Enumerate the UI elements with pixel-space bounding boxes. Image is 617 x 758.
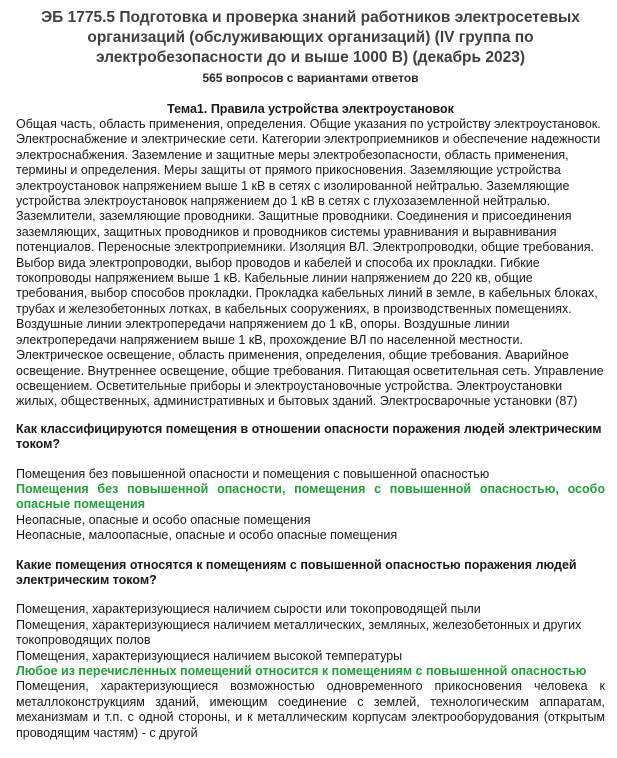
question-text: Как классифицируются помещения в отношении опасности поражения людей электрическим током? <box>16 421 602 452</box>
answer-option: Помещения, характеризующиеся наличием металлических, земляных, железобетонных и других токопроводящих полов <box>16 617 582 648</box>
question-text: Какие помещения относятся к помещениям с повышенной опасностью поражения людей электрическим током? <box>16 557 577 587</box>
document-subtitle: 565 вопросов с вариантами ответов <box>202 71 419 85</box>
answer-option-correct: Любое из перечисленных помещений относится к помещениям с повышенной опасностью <box>16 664 587 678</box>
answer-option: Помещения без повышенной опасности и помещения с повышенной опасностью <box>16 466 490 481</box>
topic-title: Тема1. Правила устройства электроустановок <box>167 102 454 116</box>
answer-option: Неопасные, малоопасные, опасные и особо опасные помещения <box>16 528 398 543</box>
question-block-2 <box>16 558 605 741</box>
topic-description: Общая часть, область применения, определения. Общие указания по устройству электроустановок. Электроснабжение и электрические сети. Категории электроприемников и обеспечение надежности электроснабжения. Заземление и защитные меры электробезопасности, область применения, термины и определения. Меры защиты от прямого прикосновения. Заземляющие устройства электроустановок напряжением выше 1 кВ в сетях с изолированной нейтралью. Заземляющие устройства электроустановок напряжением до 1 кВ в сетях с глухозаземленной нейтралью. Заземлители, заземляющие проводники. Защитные проводники. Соединения и присоединения заземляющих, защитных проводников и проводников системы уравнивания и выравнивания потенциалов. Переносные электроприемники. Изоляция ВЛ. Электропроводки, общие требования. Выбор вида электропроводки, выбор проводов и кабелей и способа их прокладки. Гибкие токопроводы напряжением выше 1 кВ. Кабельные линии напряжением до 220 кв, общие требования, выбор способов прокладки. Прокладка кабельных линий в земле, в кабельных блоках, трубах и железобетонных лотках, в кабельных сооружениях, в производственных помещениях. Воздушные линии электропередачи напряжением до 1 кВ, опоры. Воздушные линии электропередачи напряжением выше 1 кВ, прохождение ВЛ по населенной местности. Электрическое освещение, область применения, определения, общие требования. Аварийное освещение. Внутреннее освещение, общие требования. Питающая осветительная сеть. Управление освещением. Осветительные приборы и электроустановочные устройства. Электроустановки жилых, общественных, административных и бытовых зданий. Электросварочные установки (87) <box>16 117 604 409</box>
answer-option: Помещения, характеризующиеся наличием сырости или токопроводящей пыли <box>16 602 481 617</box>
answer-option: Помещения, характеризующиеся наличием высокой температуры <box>16 648 403 663</box>
answer-option: Помещения, характеризующиеся возможностью одновременного прикосновения человека к металлоконструкциям зданий, имеющим соединение с землей, технологическим аппаратам, механизмам и т.п. с одной стороны, и к металлическим корпусам электрооборудования (открытым проводящим частям) - с другой <box>16 679 605 740</box>
topic-section <box>16 102 605 410</box>
document-title: ЭБ 1775.5 Подготовка и проверка знаний работников электросетевых организаций (обслуживающих организаций) (IV группа по электробезопасности до и выше 1000 В) (декабрь 2023) <box>41 9 580 66</box>
answer-option-correct: Помещения без повышенной опасности, помещения с повышенной опасностью, особо опасные помещения <box>16 481 605 512</box>
question-block-1 <box>16 422 605 544</box>
answer-option: Неопасные, опасные и особо опасные помещения <box>16 512 311 527</box>
